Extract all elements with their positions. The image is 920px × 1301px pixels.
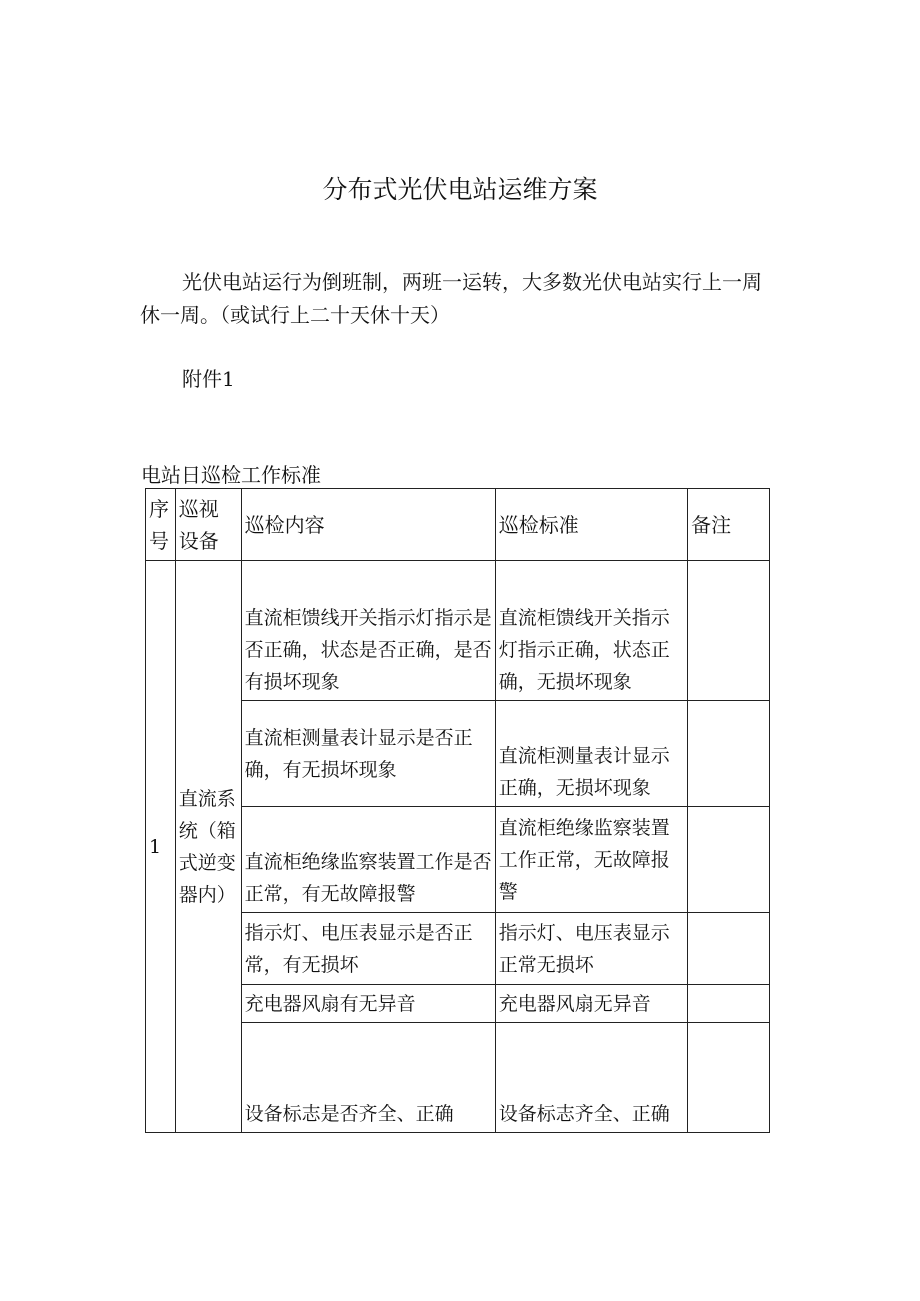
- header-standard: 巡检标准: [495, 489, 687, 561]
- group-device-cell: 直流系统（箱式逆变器内）: [175, 561, 241, 1133]
- header-content: 巡检内容: [241, 489, 495, 561]
- header-seq: 序号: [146, 489, 176, 561]
- standard-cell: 直流柜测量表计显示正确，无损坏现象: [495, 701, 687, 807]
- content-cell: 充电器风扇有无异音: [241, 985, 495, 1023]
- header-note: 备注: [688, 489, 770, 561]
- note-cell: [688, 985, 770, 1023]
- standard-cell: 指示灯、电压表显示正常无损坏: [495, 913, 687, 985]
- document-title: 分布式光伏电站运维方案: [322, 175, 598, 204]
- note-cell: [688, 561, 770, 701]
- inspection-table-wrap: [145, 488, 770, 1125]
- note-cell: [688, 913, 770, 985]
- content-cell: 设备标志是否齐全、正确: [241, 1023, 495, 1133]
- intro-paragraph: 光伏电站运行为倒班制，两班一运转，大多数光伏电站实行上一周休一周。（或试行上二十天休十天）: [140, 270, 762, 327]
- content-cell: 直流柜测量表计显示是否正确，有无损坏现象: [241, 701, 495, 807]
- standard-cell: 直流柜馈线开关指示灯指示正确，状态正确，无损坏现象: [495, 561, 687, 701]
- note-cell: [688, 701, 770, 807]
- table-row: [146, 561, 770, 701]
- standard-cell: 直流柜绝缘监察装置工作正常，无故障报警: [495, 807, 687, 913]
- table-title: 电站日巡检工作标准: [141, 463, 321, 487]
- content-cell: 直流柜绝缘监察装置工作是否正常，有无故障报警: [241, 807, 495, 913]
- note-cell: [688, 807, 770, 913]
- inspection-table: [145, 488, 770, 1133]
- header-device: 巡视设备: [175, 489, 241, 561]
- content-cell: 直流柜馈线开关指示灯指示是否正确，状态是否正确，是否有损坏现象: [241, 561, 495, 701]
- group-seq-cell: 1: [146, 561, 176, 1133]
- annex-label: 附件1: [182, 367, 235, 391]
- content-cell: 指示灯、电压表显示是否正常，有无损坏: [241, 913, 495, 985]
- standard-cell: 充电器风扇无异音: [495, 985, 687, 1023]
- standard-cell: 设备标志齐全、正确: [495, 1023, 687, 1133]
- table-header-row: [146, 489, 770, 561]
- note-cell: [688, 1023, 770, 1133]
